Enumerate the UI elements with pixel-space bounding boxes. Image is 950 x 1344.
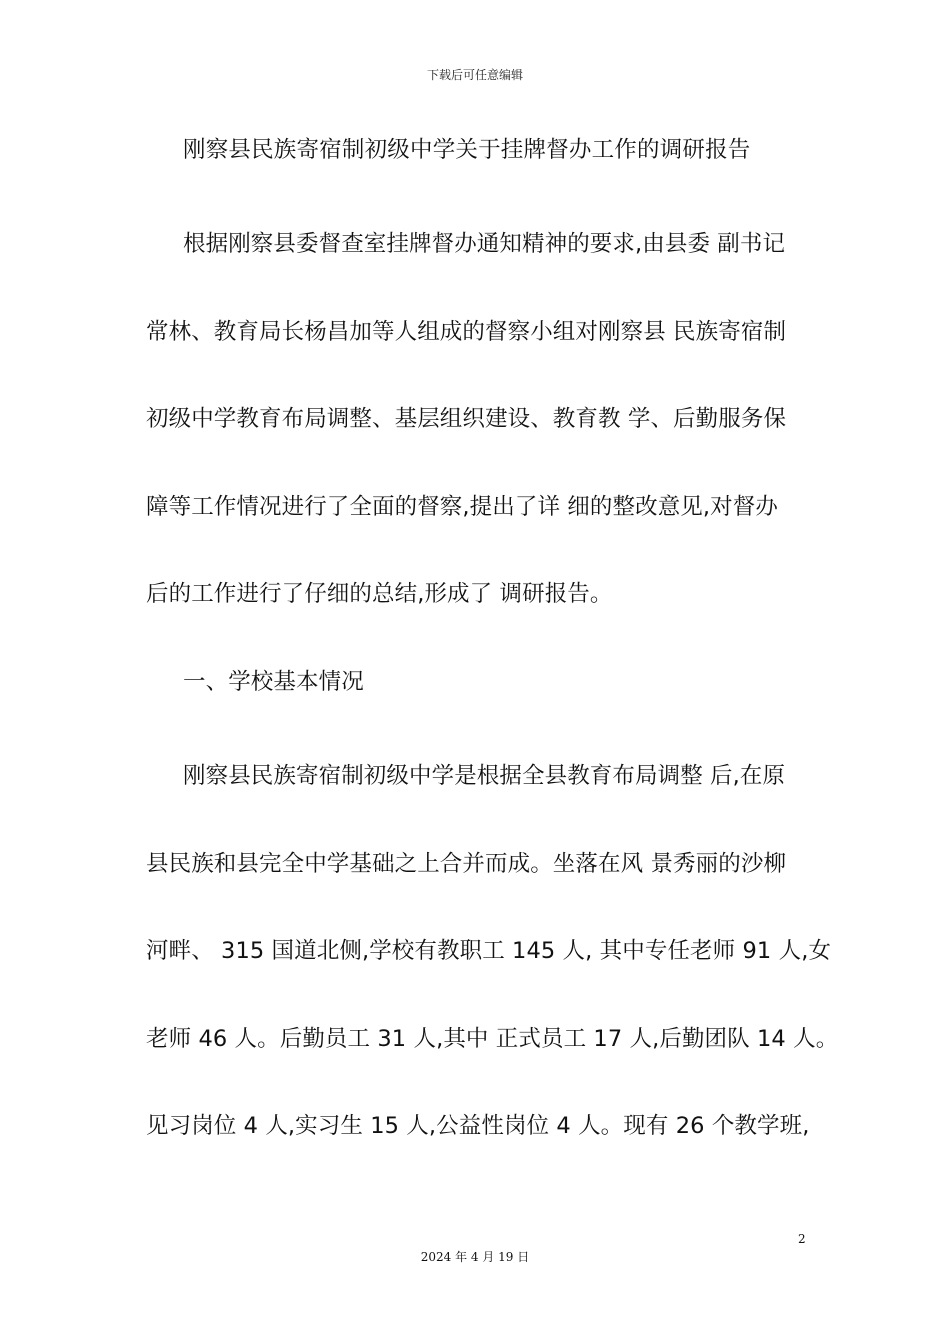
paragraph-2-line-5: 见习岗位 4 人,实习生 15 人,公益性岗位 4 人。现有 26 个教学班, <box>146 1113 810 1139</box>
paragraph-2-line-2: 县民族和县完全中学基础之上合并而成。坐落在风 景秀丽的沙柳 <box>146 851 787 877</box>
paragraph-1-line-5: 后的工作进行了仔细的总结,形成了 调研报告。 <box>146 581 613 607</box>
paragraph-1-line-3: 初级中学教育布局调整、基层组织建设、教育教 学、后勤服务保 <box>146 406 787 432</box>
paragraph-2-line-1: 刚察县民族寄宿制初级中学是根据全县教育布局调整 后,在原 <box>183 763 786 789</box>
section-heading: 一、学校基本情况 <box>183 669 364 695</box>
page-number: 2 <box>798 1232 806 1246</box>
paragraph-1-line-4: 障等工作情况进行了全面的督察,提出了详 细的整改意见,对督办 <box>146 494 778 520</box>
paragraph-1-line-2: 常林、教育局长杨昌加等人组成的督察小组对刚察县 民族寄宿制 <box>146 319 787 345</box>
document-title: 刚察县民族寄宿制初级中学关于挂牌督办工作的调研报告 <box>183 137 751 163</box>
paragraph-2-line-4: 老师 46 人。后勤员工 31 人,其中 正式员工 17 人,后勤团队 14 人。 <box>146 1026 839 1052</box>
footer-date: 2024 年 4 月 19 日 <box>420 1250 530 1264</box>
header-note: 下载后可任意编辑 <box>426 68 523 82</box>
paragraph-1-line-1: 根据刚察县委督查室挂牌督办通知精神的要求,由县委 副书记 <box>183 231 786 257</box>
paragraph-2-line-3: 河畔、 315 国道北侧,学校有教职工 145 人, 其中专任老师 91 人,女 <box>146 938 832 964</box>
